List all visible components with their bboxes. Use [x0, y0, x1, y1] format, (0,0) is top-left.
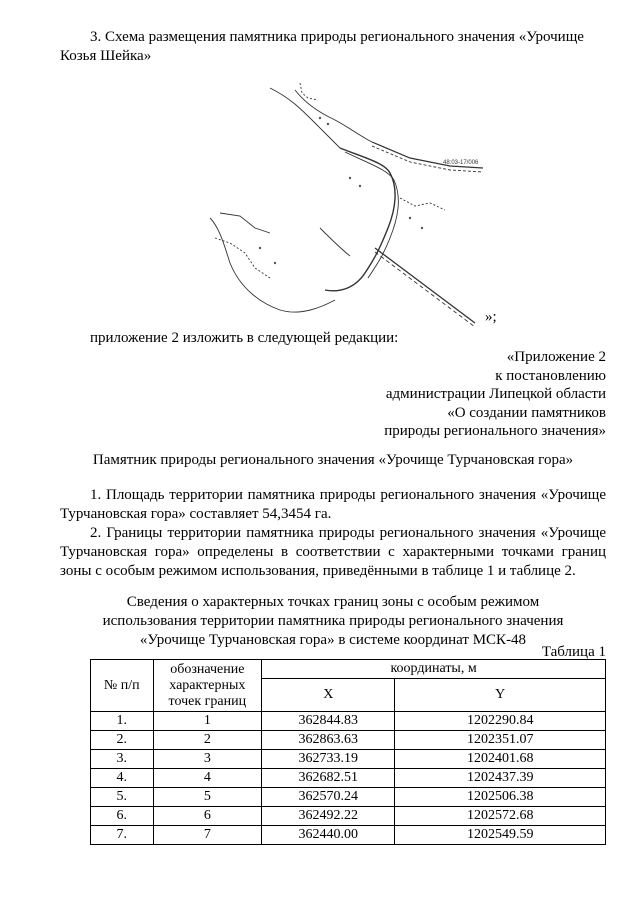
- table-row: [91, 750, 606, 769]
- table-heading-line-1: Сведения о характерных точках границ зоны с особым режимом: [126, 594, 540, 610]
- header-num: № п/п: [91, 660, 154, 712]
- table-heading-line-3: «Урочище Турчановская гора» в системе координат МСК-48: [139, 632, 527, 648]
- map-cadastral-label: 48:03-17/006: [443, 160, 479, 166]
- header-designation: обозначение характерных точек границ: [153, 660, 262, 712]
- row-number-cell: 2.: [91, 731, 154, 750]
- row-x-cell: 362733.19: [262, 750, 395, 769]
- row-x-cell: 362863.63: [262, 731, 395, 750]
- table-row: [91, 826, 606, 845]
- table-number: Таблица 1: [541, 644, 606, 660]
- row-y-cell: 1202401.68: [395, 750, 606, 769]
- row-number-cell: 5.: [91, 788, 154, 807]
- row-point-cell: 3: [153, 750, 262, 769]
- row-y-cell: 1202506.38: [395, 788, 606, 807]
- map-scheme: [200, 78, 497, 328]
- section-3-heading: [60, 28, 606, 66]
- paragraph-2: 2. Границы территории памятника природы регионального значения «Урочище Турчановская гора» определены в соответствии с характерными точками границ зоны с особым режимом использования, приведёнными в таблице 1 и таблице 2.: [60, 525, 606, 579]
- row-point-cell: 6: [153, 807, 262, 826]
- map-drawing: [200, 78, 485, 328]
- table-row: [91, 788, 606, 807]
- row-y-cell: 1202572.68: [395, 807, 606, 826]
- row-number-cell: 7.: [91, 826, 154, 845]
- table-row: [91, 807, 606, 826]
- row-x-cell: 362844.83: [262, 712, 395, 731]
- table-row: [91, 731, 606, 750]
- row-x-cell: 362492.22: [262, 807, 395, 826]
- approval-line-2: к постановлению: [495, 367, 606, 384]
- coordinates-table-body: [91, 712, 606, 845]
- row-x-cell: 362440.00: [262, 826, 395, 845]
- approval-line-4: «О создании памятников: [447, 404, 606, 421]
- header-x: X: [262, 679, 395, 712]
- table-heading-line-2: использования территории памятника природы регионального значения: [102, 613, 564, 629]
- row-number-cell: 1.: [91, 712, 154, 731]
- row-number-cell: 6.: [91, 807, 154, 826]
- row-point-cell: 2: [153, 731, 262, 750]
- map-closing-mark: »;: [485, 309, 497, 325]
- row-point-cell: 7: [153, 826, 262, 845]
- row-x-cell: 362570.24: [262, 788, 395, 807]
- paragraph-1: 1. Площадь территории памятника природы регионального значения «Урочище Турчановская гора» составляет 54,3454 га.: [60, 487, 606, 522]
- approval-block: [384, 348, 606, 441]
- row-y-cell: 1202290.84: [395, 712, 606, 731]
- row-y-cell: 1202351.07: [395, 731, 606, 750]
- row-number-cell: 4.: [91, 769, 154, 788]
- row-point-cell: 5: [153, 788, 262, 807]
- table-heading: [60, 593, 606, 650]
- approval-line-3: администрации Липецкой области: [385, 386, 606, 402]
- header-coords: координаты, м: [262, 660, 606, 679]
- table-row: [91, 769, 606, 788]
- row-number-cell: 3.: [91, 750, 154, 769]
- appendix-intro: приложение 2 изложить в следующей редакции:: [90, 330, 399, 346]
- header-y: Y: [395, 679, 606, 712]
- row-point-cell: 4: [153, 769, 262, 788]
- row-x-cell: 362682.51: [262, 769, 395, 788]
- section-3-line-1: 3. Схема размещения памятника природы регионального значения «Урочище: [90, 29, 584, 45]
- monument-title: Памятник природы регионального значения «Урочище Турчановская гора»: [92, 452, 574, 468]
- table-row: [91, 712, 606, 731]
- section-3-line-2: Козья Шейка»: [60, 48, 152, 64]
- coordinates-table: [90, 659, 606, 845]
- approval-line-1: «Приложение 2: [506, 349, 606, 365]
- row-point-cell: 1: [153, 712, 262, 731]
- row-y-cell: 1202437.39: [395, 769, 606, 788]
- row-y-cell: 1202549.59: [395, 826, 606, 845]
- approval-line-5: природы регионального значения»: [384, 423, 606, 439]
